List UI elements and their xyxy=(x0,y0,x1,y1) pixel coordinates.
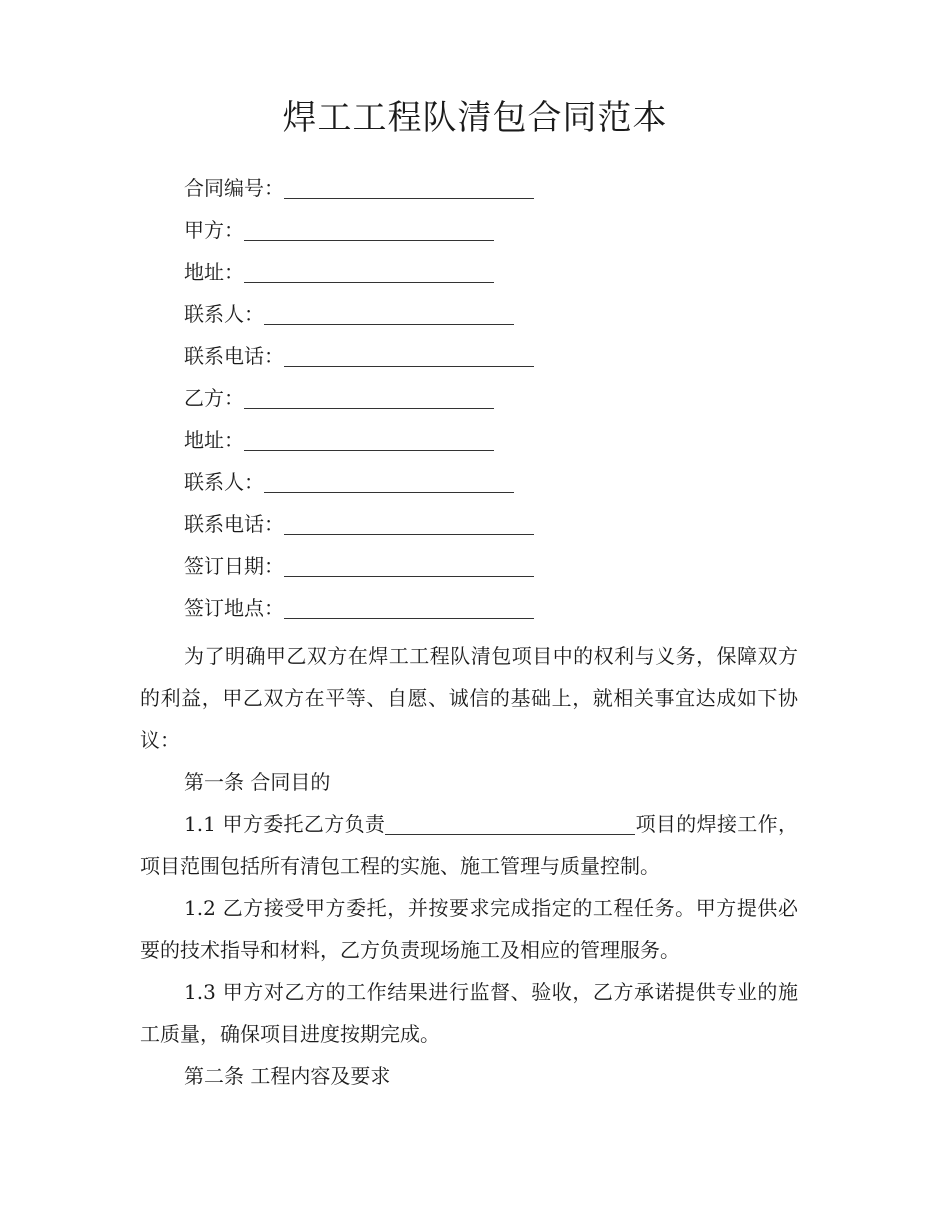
clause-1-1 xyxy=(140,803,798,887)
field-label: 甲方： xyxy=(184,218,244,242)
field-signing-date xyxy=(184,545,534,587)
contract-body xyxy=(140,635,798,1097)
fill-blank xyxy=(244,407,494,409)
clause-1-1-suffix: 项目的焊接工作，项目范围包括所有清包工程的实施、施工管理与质量控制。 xyxy=(140,812,798,878)
contract-info-fields xyxy=(184,167,534,629)
field-label: 地址： xyxy=(184,428,244,452)
article-2-heading: 第二条 工程内容及要求 xyxy=(184,1064,391,1088)
field-label: 地址： xyxy=(184,260,244,284)
article-1-heading: 第一条 合同目的 xyxy=(184,770,331,794)
field-party-a-address xyxy=(184,251,534,293)
fill-blank xyxy=(264,323,514,325)
document-title: 焊工工程队清包合同范本 xyxy=(282,98,668,138)
field-party-b-contact xyxy=(184,461,534,503)
fill-blank xyxy=(284,533,534,535)
fill-blank xyxy=(264,491,514,493)
project-name-blank xyxy=(385,833,635,835)
fill-blank xyxy=(284,197,534,199)
field-party-b xyxy=(184,377,534,419)
field-label: 联系人： xyxy=(184,470,264,494)
field-label: 签订日期： xyxy=(184,554,284,578)
field-label: 联系人： xyxy=(184,302,264,326)
fill-blank xyxy=(244,239,494,241)
clause-1-2: 1.2 乙方接受甲方委托，并按要求完成指定的工程任务。甲方提供必要的技术指导和材料，乙方负责现场施工及相应的管理服务。 xyxy=(140,896,798,962)
field-party-a-contact xyxy=(184,293,534,335)
fill-blank xyxy=(284,575,534,577)
field-party-b-address xyxy=(184,419,534,461)
intro-paragraph: 为了明确甲乙双方在焊工工程队清包项目中的权利与义务，保障双方的利益，甲乙双方在平等、自愿、诚信的基础上，就相关事宜达成如下协议： xyxy=(140,644,798,752)
field-signing-place xyxy=(184,587,534,629)
field-label: 联系电话： xyxy=(184,512,284,536)
field-party-a xyxy=(184,209,534,251)
field-label: 乙方： xyxy=(184,386,244,410)
field-contract-number xyxy=(184,167,534,209)
fill-blank xyxy=(244,281,494,283)
fill-blank xyxy=(284,365,534,367)
field-party-a-phone xyxy=(184,335,534,377)
clause-1-3: 1.3 甲方对乙方的工作结果进行监督、验收，乙方承诺提供专业的施工质量，确保项目进度按期完成。 xyxy=(140,980,798,1046)
field-label: 签订地点： xyxy=(184,596,284,620)
fill-blank xyxy=(244,449,494,451)
field-party-b-phone xyxy=(184,503,534,545)
field-label: 合同编号： xyxy=(184,176,284,200)
clause-1-1-prefix: 1.1 甲方委托乙方负责 xyxy=(184,812,386,836)
fill-blank xyxy=(284,617,534,619)
field-label: 联系电话： xyxy=(184,344,284,368)
